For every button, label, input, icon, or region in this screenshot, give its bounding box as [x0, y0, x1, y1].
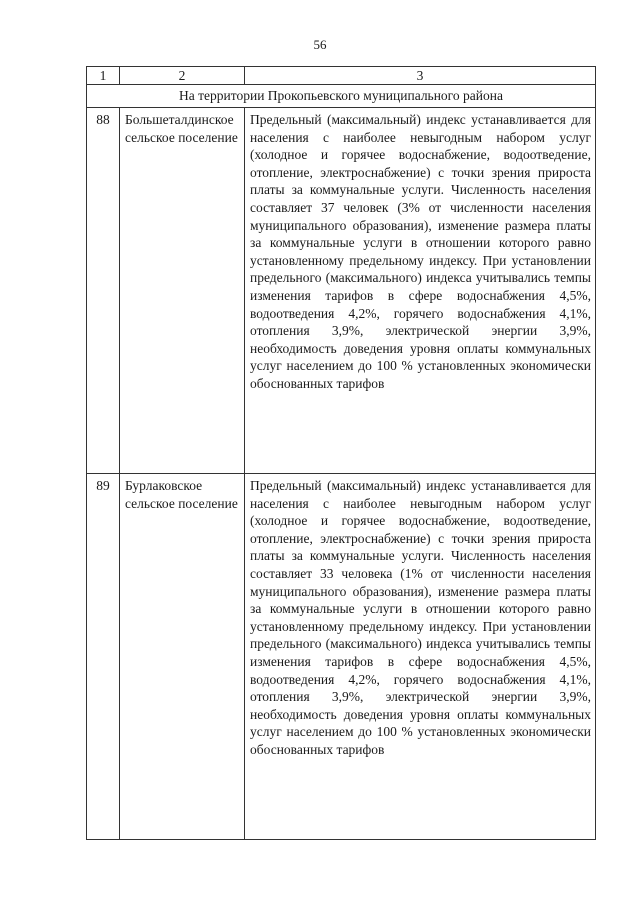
settlement-name: Бурлаковское сельское поселение: [120, 474, 245, 840]
table-header-row: [87, 67, 596, 85]
table-row: [87, 108, 596, 474]
header-cell-2: 2: [120, 67, 245, 85]
region-row: [87, 85, 596, 108]
header-cell-1: 1: [87, 67, 120, 85]
row-number: 88: [87, 108, 120, 474]
row-description: Предельный (максимальный) индекс устанавливается для населения с наиболее невыгодным набором услуг (холодное и горячее водоснабжение, водоотведение, отопление, электроснабжение) с точки зрения прироста платы за коммунальные услуги. Численность населения составляет 33 человека (1% от численности населения муниципального образования), изменение размера платы за коммунальные услуги в отношении которого равно установленному предельному индексу. При установлении предельного (максимального) индекса учитывались темпы изменения тарифов в сфере водоснабжения 4,5%, водоотведения 4,2%, горячего водоснабжения 4,1%, отопления 3,9%, электрической энергии 3,9%, необходимость доведения уровня оплаты коммунальных услуг населением до 100 % установленных экономически обоснованных тарифов: [245, 474, 596, 840]
region-title: На территории Прокопьевского муниципального района: [87, 85, 596, 108]
row-description: Предельный (максимальный) индекс устанавливается для населения с наиболее невыгодным набором услуг (холодное и горячее водоснабжение, водоотведение, отопление, электроснабжение) с точки зрения прироста платы за коммунальные услуги. Численность населения составляет 37 человек (3% от численности населения муниципального образования), изменение размера платы за коммунальные услуги в отношении которого равно установленному предельному индексу. При установлении предельного (максимального) индекса учитывались темпы изменения тарифов в сфере водоснабжения 4,5%, водоотведения 4,2%, горячего водоснабжения 4,1%, отопления 3,9%, электрической энергии 3,9%, необходимость доведения уровня оплаты коммунальных услуг населением до 100 % установленных экономически обоснованных тарифов: [245, 108, 596, 474]
header-cell-3: 3: [245, 67, 596, 85]
settlement-name: Большеталдинское сельское поселение: [120, 108, 245, 474]
page-number: 56: [313, 37, 327, 52]
table-row: [87, 474, 596, 840]
row-number: 89: [87, 474, 120, 840]
tariff-table: [86, 66, 596, 840]
